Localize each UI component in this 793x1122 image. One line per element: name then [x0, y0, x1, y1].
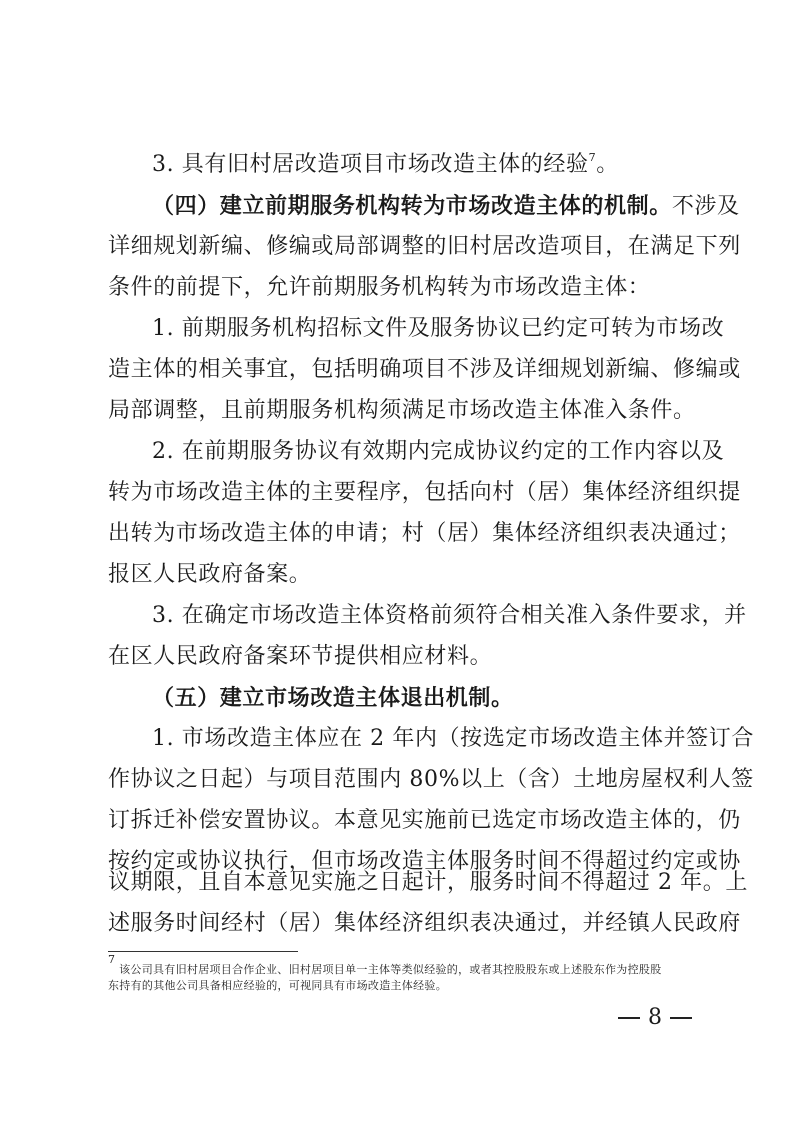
paragraph-line: 出转为市场改造主体的申请；村（居）集体经济组织表决通过； — [108, 521, 741, 546]
section-heading-4: （四）建立前期服务机构转为市场改造主体的机制。不涉及 — [152, 193, 740, 219]
paragraph-line: 1. 市场改造主体应在 2 年内（按选定市场改造主体并签订合 — [152, 726, 754, 751]
paragraph-line: 按约定或协议执行，但市场改造主体服务时间不得超过约定或协 — [108, 849, 741, 874]
footnote-mark: 7 — [108, 953, 116, 966]
footnote-line-1: $^7$ 该公司具有旧村居项目合作企业、旧村居项目单一主体等类似经验的，或者其控股股东或上述股东作为控股股 — [108, 953, 662, 976]
footnote-divider — [108, 951, 298, 952]
paragraph-line: 1. 前期服务机构招标文件及服务协议已约定可转为市场改 — [152, 316, 725, 341]
paragraph-line: 详细规划新编、修编或局部调整的旧村居改造项目，在满足下列 — [108, 234, 741, 259]
paragraph-line: 议期限，且自本意见实施之日起计，服务时间不得超过 2 年。上 — [108, 870, 748, 895]
paragraph-line-1: 3. 具有旧村居改造项目市场改造主体的经验$^7$。 — [152, 151, 619, 177]
paragraph-line: 报区人民政府备案。 — [108, 562, 312, 587]
paragraph-line: 作协议之日起）与项目范围内 80%以上（含）土地房屋权利人签 — [108, 767, 754, 792]
page-number: 8 — [610, 1004, 700, 1032]
footnote-line-2: 东持有的其他公司具备相应经验的，可视同具有市场改造主体经验。 — [108, 979, 447, 992]
paragraph-line: 局部调整，且前期服务机构须满足市场改造主体准入条件。 — [108, 398, 696, 423]
paragraph-line: 转为市场改造主体的主要程序，包括向村（居）集体经济组织提 — [108, 480, 741, 505]
paragraph-line: 条件的前提下，允许前期服务机构转为市场改造主体： — [108, 275, 651, 300]
paragraph-line: 在区人民政府备案环节提供相应材料。 — [108, 644, 493, 669]
paragraph-line: 造主体的相关事宜，包括明确项目不涉及详细规划新编、修编或 — [108, 357, 741, 382]
paragraph-line: 述服务时间经村（居）集体经济组织表决通过，并经镇人民政府 — [108, 911, 741, 936]
paragraph-line: 2. 在前期服务协议有效期内完成协议约定的工作内容以及 — [152, 439, 725, 464]
paragraph-line: 3. 在确定市场改造主体资格前须符合相关准入条件要求，并 — [152, 603, 747, 628]
page-number-dash-right — [670, 1017, 692, 1019]
paragraph-line: 订拆迁补偿安置协议。本意见实施前已选定市场改造主体的，仍 — [108, 808, 741, 833]
footnote-ref: 7 — [588, 151, 597, 164]
section-heading-5: （五）建立市场改造主体退出机制。 — [152, 685, 514, 711]
page-number-dash-left — [618, 1017, 640, 1019]
